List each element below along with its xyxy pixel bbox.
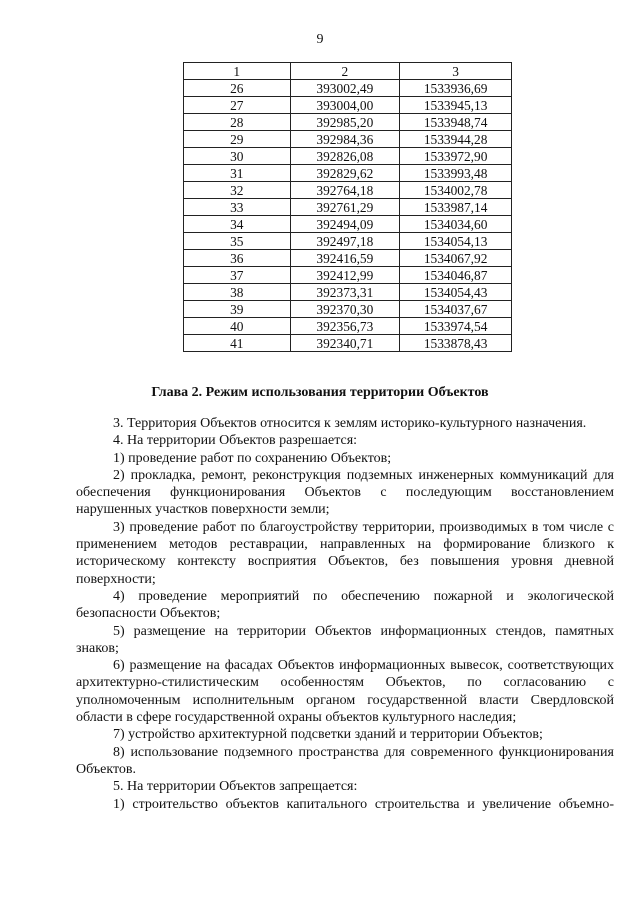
table-cell: 1534034,60 [400,216,512,233]
page-number: 9 [316,32,324,47]
table-cell: 33 [184,199,291,216]
table-cell: 1533993,48 [400,165,512,182]
table-cell: 1533936,69 [400,80,512,97]
table-cell: 28 [184,114,291,131]
table-row [184,114,512,131]
table-row [184,335,512,352]
table-cell: 1533945,13 [400,97,512,114]
table-cell: 41 [184,335,291,352]
paragraph: 7) устройство архитектурной подсветки зданий и территории Объектов; [113,727,543,743]
table-cell: 392829,62 [290,165,400,182]
table-cell: 393002,49 [290,80,400,97]
table-row [184,97,512,114]
table-cell: 392340,71 [290,335,400,352]
table-row [184,233,512,250]
table-cell: 35 [184,233,291,250]
table-cell: 392370,30 [290,301,400,318]
paragraph: 6) размещение на фасадах Объектов информационных вывесок, соответствующих архитектурно-стилистическим особенностям Объектов, по согласованию с уполномоченным исполнительным органом государственной власти Свердловской области в сфере государственной охраны объектов культурного наследия; [76,658,614,726]
table-cell: 31 [184,165,291,182]
header-cell: 3 [400,63,512,80]
paragraph: 5. На территории Объектов запрещается: [113,779,358,795]
paragraph: 8) использование подземного пространства для современного функционирования Объектов. [76,744,614,777]
table-header-row [184,63,512,80]
table-row [184,199,512,216]
table-cell: 32 [184,182,291,199]
paragraph: 5) размещение на территории Объектов информационных стендов, памятных знаков; [76,623,614,656]
table-cell: 37 [184,267,291,284]
table-cell: 392761,29 [290,199,400,216]
table-row [184,284,512,301]
table-row [184,131,512,148]
table-cell: 30 [184,148,291,165]
table-row [184,250,512,267]
table-cell: 36 [184,250,291,267]
table-cell: 392985,20 [290,114,400,131]
table-cell: 34 [184,216,291,233]
paragraph: 4. На территории Объектов разрешается: [113,433,358,449]
table-cell: 392412,99 [290,267,400,284]
paragraph: 3. Территория Объектов относится к землям историко-культурного назначения. [113,416,587,431]
table-cell: 40 [184,318,291,335]
table-row [184,182,512,199]
table-cell: 1534046,87 [400,267,512,284]
table-cell: 392356,73 [290,318,400,335]
table-row [184,165,512,182]
table-cell: 38 [184,284,291,301]
table-cell: 392984,36 [290,131,400,148]
table-cell: 1533974,54 [400,318,512,335]
paragraph: 4) проведение мероприятий по обеспечению пожарной и экологической безопасности Объектов; [76,588,614,622]
table-cell: 39 [184,301,291,318]
table-cell: 1534067,92 [400,250,512,267]
table-cell: 1534002,78 [400,182,512,199]
table-body [184,80,512,352]
table-cell: 1533987,14 [400,199,512,216]
table-cell: 1533944,28 [400,131,512,148]
table-cell: 392494,09 [290,216,400,233]
table-row [184,216,512,233]
table-cell: 1534054,13 [400,233,512,250]
header-cell: 2 [290,63,400,80]
table-cell: 29 [184,131,291,148]
paragraph: 1) строительство объектов капитального строительства и увеличение объемно- [113,796,614,812]
table-cell: 392497,18 [290,233,400,250]
table-cell: 392373,31 [290,284,400,301]
table-row [184,267,512,284]
table-row [184,301,512,318]
table-cell: 26 [184,80,291,97]
coordinates-table [183,62,512,352]
table-cell: 392416,59 [290,250,400,267]
table-row [184,148,512,165]
table-row [184,318,512,335]
table-cell: 1533972,90 [400,148,512,165]
table-cell: 1534037,67 [400,301,512,318]
paragraph: 2) прокладка, ремонт, реконструкция подземных инженерных коммуникаций для обеспечения функционирования Объектов с последующим восстановлением нарушенных участков поверхности земли; [76,467,614,518]
table-cell: 392826,08 [290,148,400,165]
table-cell: 1534054,43 [400,284,512,301]
table-cell: 1533948,74 [400,114,512,131]
body-text [76,415,614,813]
table-cell: 393004,00 [290,97,400,114]
table-cell: 392764,18 [290,182,400,199]
table-cell: 27 [184,97,291,114]
paragraph: 3) проведение работ по благоустройству территории, производимых в том числе с применением методов реставрации, направленных на формирование близкого к историческому контексту восприятия Объектов, без повышения уровня дневной поверхности; [76,519,614,587]
table-row [184,80,512,97]
header-cell: 1 [184,63,291,80]
table-cell: 1533878,43 [400,335,512,352]
paragraph: 1) проведение работ по сохранению Объектов; [113,450,392,466]
chapter-title: Глава 2. Режим использования территории Объектов [151,385,489,400]
